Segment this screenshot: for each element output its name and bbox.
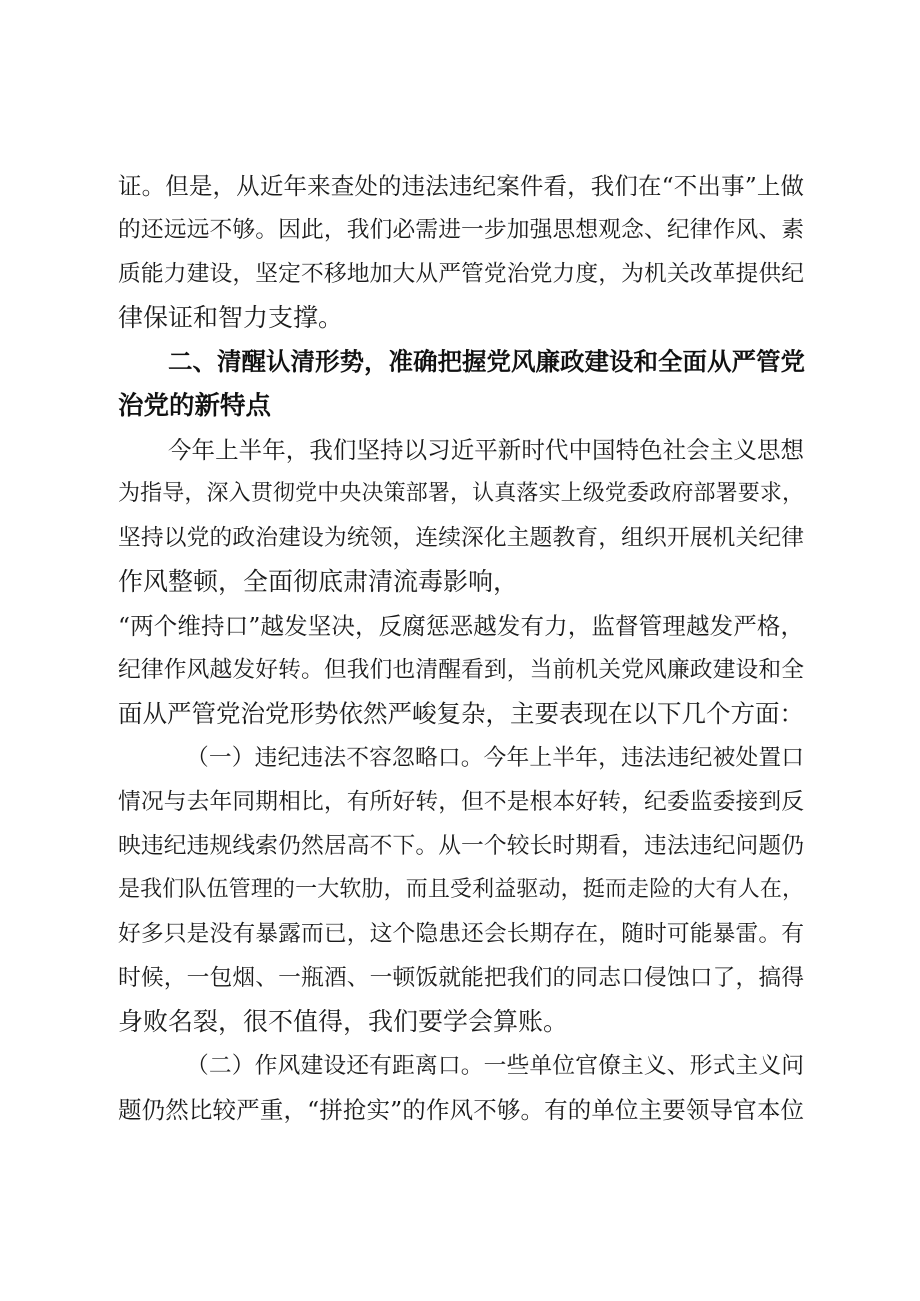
section-heading: 治党的新特点 xyxy=(118,391,272,421)
text-line: 好多只是没有暴露而已，这个隐患还会长期存在，随时可能暴雷。有 xyxy=(118,921,804,947)
text-line: 纪律作风越发好转。但我们也清醒看到，当前机关党风廉政建设和全 xyxy=(118,657,804,683)
text-line: 证。但是，从近年来查处的违法违纪案件看，我们在“不出事”上做 xyxy=(118,172,804,200)
text-line: 今年上半年，我们坚持以习近平新时代中国特色社会主义思想 xyxy=(168,436,804,464)
text-line: 作风整顿，全面彻底肃清流毒影响， xyxy=(118,567,519,596)
text-line: 的还远远不够。因此，我们必需进一步加强思想观念、纪律作风、素 xyxy=(118,217,804,243)
section-heading: 二、清醒认清形势，准确把握党风廉政建设和全面从严管党 xyxy=(168,347,805,376)
text-line: 律保证和智力支撑。 xyxy=(118,303,344,332)
text-line: （一）违纪违法不容忽略口。今年上半年，违法违纪被处置口 xyxy=(186,745,804,771)
text-line: 身败名裂，很不值得，我们要学会算账。 xyxy=(118,1007,569,1036)
text-line: 是我们队伍管理的一大软肋，而且受利益驱动，挺而走险的大有人在， xyxy=(118,877,804,902)
text-line: （二）作风建设还有距离口。一些单位官僚主义、形式主义问 xyxy=(186,1053,804,1079)
text-line: 情况与去年同期相比，有所好转，但不是根本好转，纪委监委接到反 xyxy=(118,789,804,815)
text-line: 面从严管党治党形势依然严峻复杂，主要表现在以下几个方面： xyxy=(118,699,804,728)
text-line: “两个维持口”越发坚决，反腐惩恶越发有力，监督管理越发严格， xyxy=(118,612,804,640)
text-line: 时候，一包烟、一瓶酒、一顿饭就能把我们的同志口侵蚀口了，搞得 xyxy=(118,965,804,991)
text-line: 坚持以党的政治建设为统领，连续深化主题教育，组织开展机关纪律 xyxy=(118,525,804,551)
text-line: 为指导，深入贯彻党中央决策部署，认真落实上级党委政府部署要求， xyxy=(118,481,804,506)
text-line: 题仍然比较严重，“拼抢实”的作风不够。有的单位主要领导官本位 xyxy=(118,1096,804,1124)
text-line: 质能力建设，坚定不移地加大从严管党治党力度，为机关改革提供纪 xyxy=(118,261,804,287)
text-line: 映违纪违规线索仍然居高不下。从一个较长时期看，违法违纪问题仍 xyxy=(118,833,804,859)
